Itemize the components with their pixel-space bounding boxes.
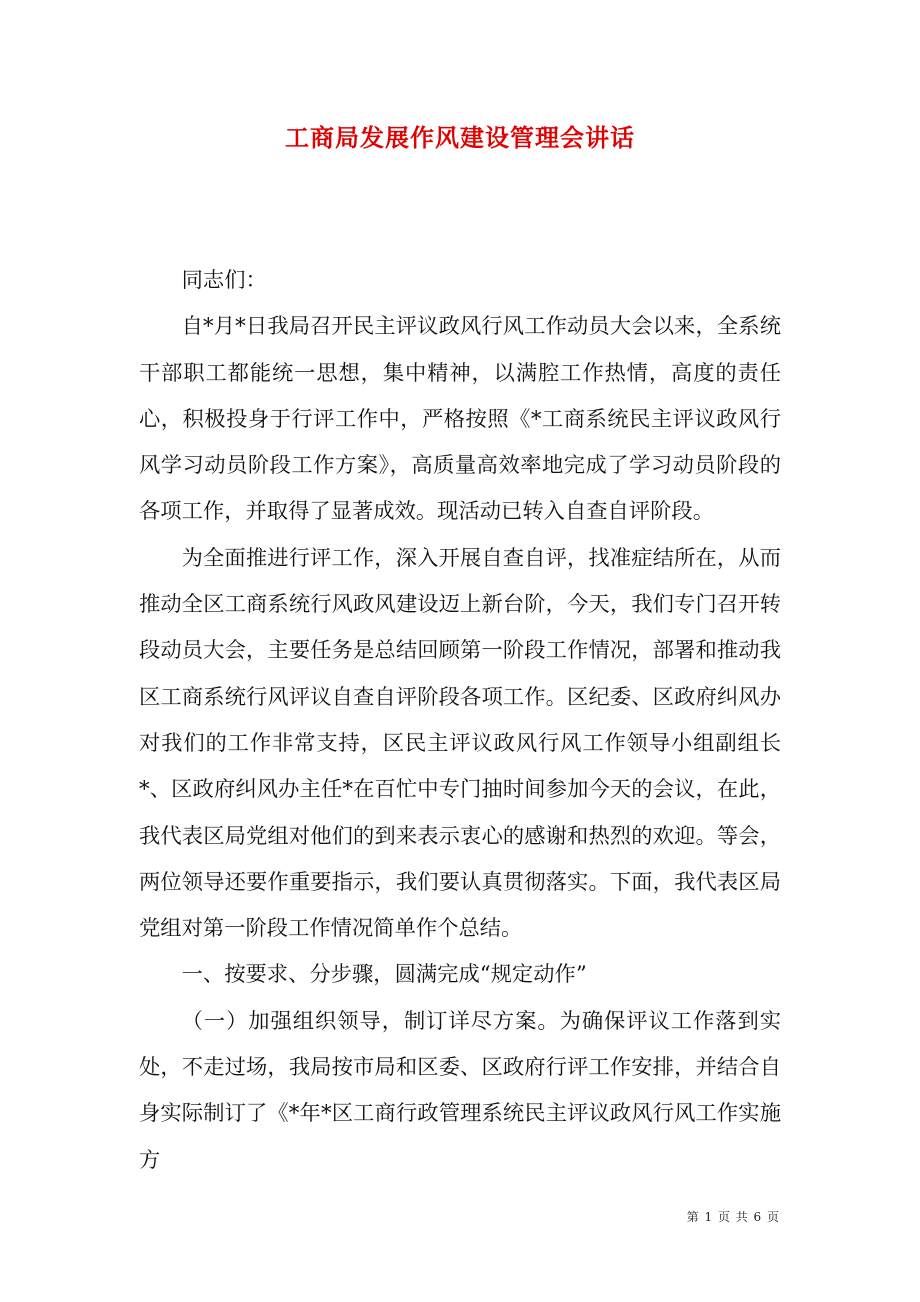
paragraph: 自*月*日我局召开民主评议政风行风工作动员大会以来，全系统干部职工都能统一思想，集中精神，以满腔工作热情，高度的责任心，积极投身于行评工作中，严格按照《*工商系统民主评议政风行风学习动员阶段工作方案》，高质量高效率地完成了学习动员阶段的各项工作，并取得了显著成效。现活动已转入自查自评阶段。 [139,314,781,525]
paragraph: （一）加强组织领导，制订详尽方案。为确保评议工作落到实处，不走过场，我局按市局和区委、区政府行评工作安排，并结合自身实际制订了《*年*区工商行政管理系统民主评议政风行风工作实施方 [139,1008,781,1173]
paragraph: 为全面推进行评工作，深入开展自查自评，找准症结所在，从而推动全区工商系统行风政风建设迈上新台阶，今天，我们专门召开转段动员大会，主要任务是总结回顾第一阶段工作情况，部署和推动我区工商系统行风评议自查自评阶段各项工作。区纪委、区政府纠风办对我们的工作非常支持，区民主评议政风行风工作领导小组副组长*、区政府纠风办主任*在百忙中专门抽时间参加今天的会议，在此，我代表区局党组对他们的到来表示衷心的感谢和热烈的欢迎。等会，两位领导还要作重要指示，我们要认真贯彻落实。下面，我代表区局党组对第一阶段工作情况简单作个总结。 [139,545,781,942]
document-body [139,258,781,1184]
paragraph-greeting: 同志们： [181,268,267,293]
page-number-footer: 第 1 页 共 6 页 [686,1210,780,1224]
document-title: 工商局发展作风建设管理会讲话 [285,123,635,152]
section-heading: 一、按要求、分步骤，圆满完成“规定动作” [181,962,587,988]
